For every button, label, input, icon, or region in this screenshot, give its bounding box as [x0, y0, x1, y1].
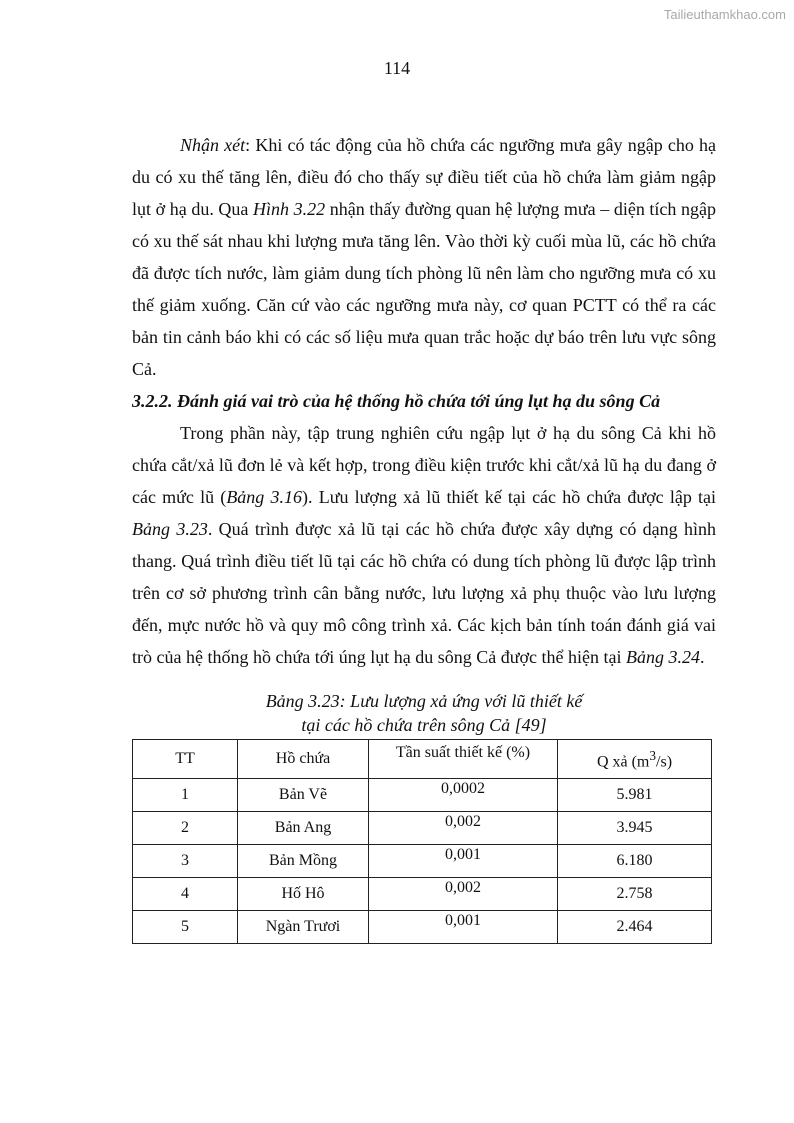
section-text-b: ). Lưu lượng xả lũ thiết kế tại các hồ chứa được lập tại — [302, 487, 717, 507]
page-body — [132, 129, 716, 944]
cell-reservoir: Bản Ang — [238, 812, 369, 845]
cell-discharge: 2.464 — [558, 911, 712, 944]
section-text-c: . Quá trình được xả lũ tại các hồ chứa được xây dựng có dạng hình thang. Quá trình điều tiết lũ tại các hồ chứa có dung tích phòng lũ được lập trình trên cơ sở phương trình cân bằng nước, lưu lượng xả phụ thuộc vào lưu lượng đến, mực nước hồ và quy mô công trình xả. Các kịch bản tính toán đánh giá vai trò của hệ thống hồ chứa tới úng lụt hạ du sông Cả được thể hiện tại — [132, 519, 716, 667]
cell-frequency — [369, 812, 558, 845]
table-caption — [132, 689, 716, 737]
cell-reservoir: Bản Mồng — [238, 845, 369, 878]
cell-reservoir: Bản Vẽ — [238, 779, 369, 812]
table-row — [133, 878, 712, 911]
section-text-d: . — [699, 647, 705, 667]
remark-text-a: : Khi có tác động của hồ chứa các ngưỡng mưa gây ngập cho hạ du có xu thế tăng lên, điều đó cho thấy sự điều tiết của hồ chứa làm giảm ngập lụt ở hạ du. Qua — [132, 135, 716, 219]
header-discharge-suffix: /s) — [656, 753, 673, 771]
discharge-table — [132, 739, 712, 944]
table-reference-2: Bảng 3.23 — [132, 519, 208, 539]
table-reference-3: Bảng 3.24 — [625, 647, 700, 667]
paragraph-remark — [132, 129, 716, 385]
header-reservoir: Hồ chứa — [238, 740, 369, 779]
figure-reference: Hình 3.22 — [253, 199, 326, 219]
header-frequency-text: Tần suất thiết kế (%) — [395, 744, 531, 762]
remark-text-b: nhận thấy đường quan hệ lượng mưa – diện tích ngập có xu thế sát nhau khi lượng mưa tăng lên. Vào thời kỳ cuối mùa lũ, các hồ chứa đã được tích nước, làm giảm dung tích phòng lũ nên làm cho ngưỡng mưa có xu thế giảm xuống. Căn cứ vào các ngưỡng mưa này, cơ quan PCTT có thể ra các bản tin cảnh báo khi có các số liệu mưa quan trắc hoặc dự báo trên lưu vực sông Cả. — [132, 199, 717, 379]
remark-label: Nhận xét — [180, 135, 246, 155]
cell-tt: 1 — [133, 779, 238, 812]
table-row — [133, 812, 712, 845]
cell-frequency — [369, 911, 558, 944]
cell-frequency-value: 0,001 — [445, 846, 481, 864]
table-header-row — [133, 740, 712, 779]
table-reference-1: Bảng 3.16 — [226, 487, 303, 507]
cell-tt: 5 — [133, 911, 238, 944]
cell-frequency — [369, 845, 558, 878]
cell-discharge: 5.981 — [558, 779, 712, 812]
table-caption-line-1: Bảng 3.23: Lưu lượng xả ứng với lũ thiết kế — [265, 691, 583, 711]
watermark: Tailieuthamkhao.com — [663, 7, 786, 22]
cell-discharge: 2.758 — [558, 878, 712, 911]
table-row — [133, 779, 712, 812]
cell-tt: 3 — [133, 845, 238, 878]
cell-reservoir: Hố Hô — [238, 878, 369, 911]
section-text-a: Trong phần này, tập trung nghiên cứu ngập lụt ở hạ du sông Cả khi hồ chứa cắt/xả lũ đơn lẻ và kết hợp, trong điều kiện trước khi cắt/xả lũ hạ du đang ở các mức lũ ( — [132, 423, 716, 507]
table-row — [133, 845, 712, 878]
header-discharge-exponent: 3 — [649, 748, 657, 763]
page-number: 114 — [383, 58, 411, 78]
cell-frequency-value: 0,002 — [445, 813, 481, 831]
header-frequency — [369, 740, 558, 779]
cell-reservoir: Ngàn Trươi — [238, 911, 369, 944]
cell-discharge: 3.945 — [558, 812, 712, 845]
header-tt: TT — [133, 740, 238, 779]
table-caption-line-2: tại các hồ chứa trên sông Cả [49] — [301, 715, 547, 735]
cell-tt: 4 — [133, 878, 238, 911]
section-heading: 3.2.2. Đánh giá vai trò của hệ thống hồ chứa tới úng lụt hạ du sông Cả — [132, 391, 661, 411]
cell-frequency-value: 0,002 — [445, 879, 481, 897]
cell-frequency-value: 0,001 — [445, 912, 481, 930]
header-discharge — [558, 740, 712, 779]
cell-frequency — [369, 878, 558, 911]
header-discharge-prefix: Q xả (m — [596, 753, 650, 771]
cell-tt: 2 — [133, 812, 238, 845]
cell-discharge: 6.180 — [558, 845, 712, 878]
cell-frequency — [369, 779, 558, 812]
paragraph-section — [132, 417, 716, 673]
cell-frequency-value: 0,0002 — [441, 780, 485, 798]
table-row — [133, 911, 712, 944]
